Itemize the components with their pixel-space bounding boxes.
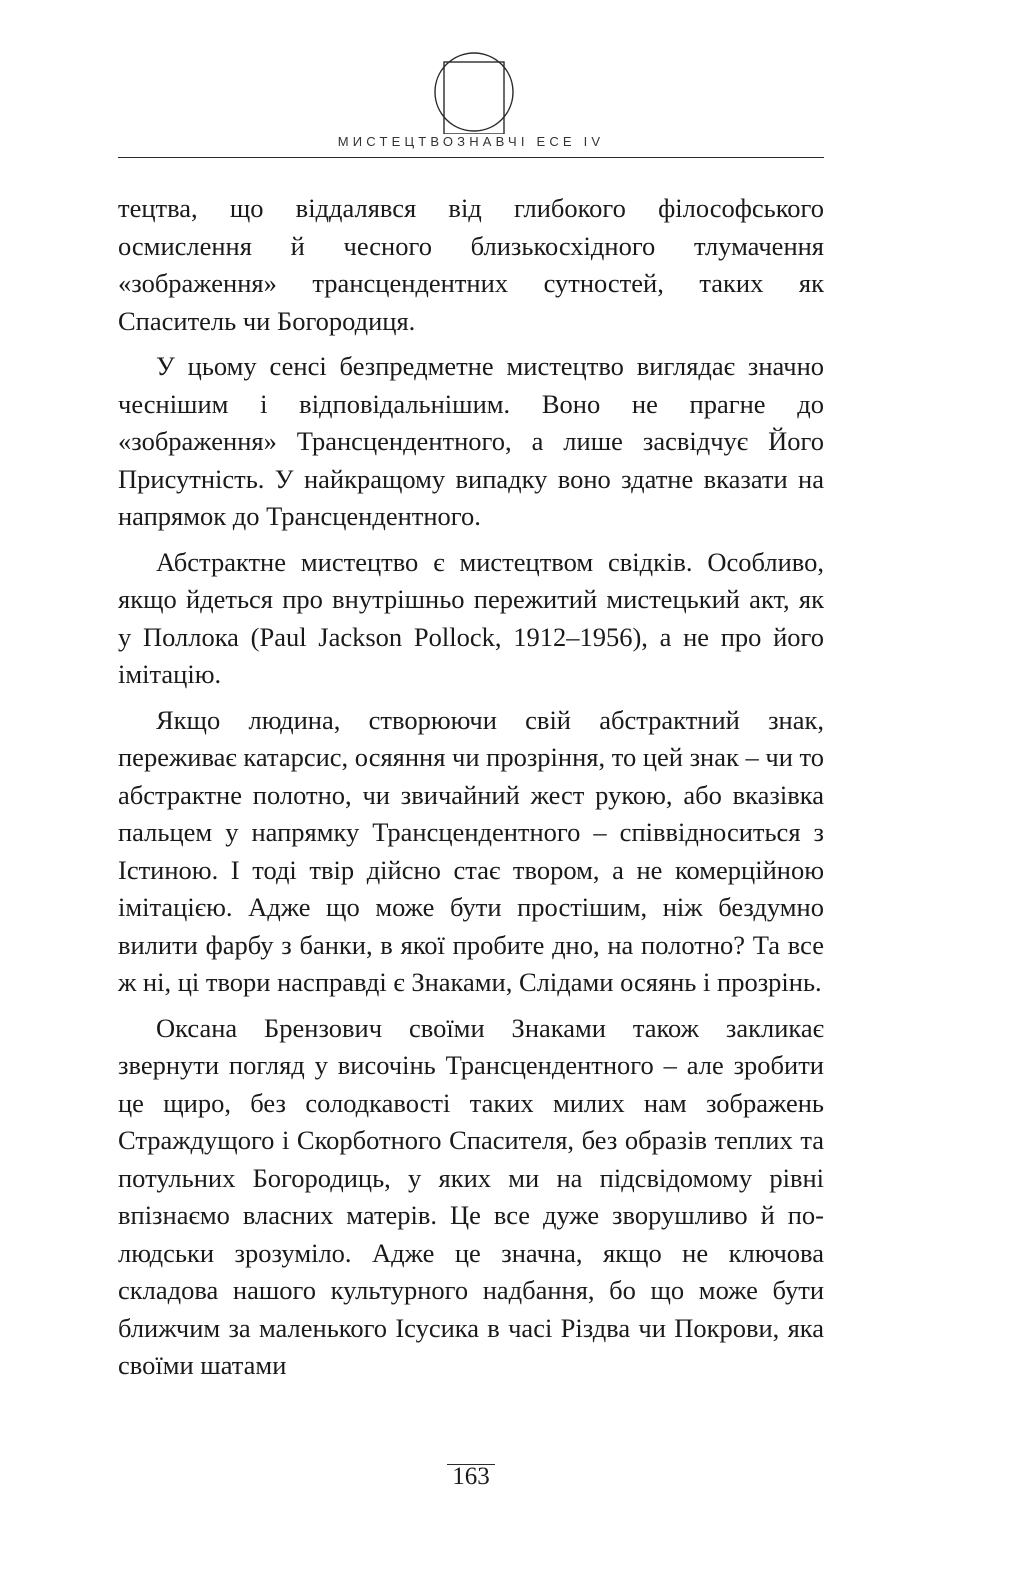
paragraph: Оксана Брензович своїми Знаками також закликає звернути погляд у височінь Трансцендентного – але зробити це щиро, без солодкавості таких милих нам зображень Страждущого і Скорботного Спасителя, без образів теплих та потульних Богородиць, у яких ми на підсвідомому рівні впізнаємо власних матерів. Це все дуже зворушливо й по-людськи зрозуміло. Адже це значна, якщо не ключова складова нашого культурного надбання, бо що може бути ближчим за маленького Ісусика в часі Різдва чи Покрови, яка своїми шатами (118, 1012, 824, 1380)
running-header-title: МИСТЕЦТВОЗНАВЧІ ЕСЕ IV (337, 134, 605, 149)
page-number: 163 (452, 1463, 490, 1490)
paragraph-continuation: тецтва, що віддалявся від глибокого філософського осмислення й чесного близькосхідного тлумачення «зображення» трансцендентних сутностей, таких як Спаситель чи Богородиця. (118, 193, 824, 336)
body-text (118, 190, 824, 1385)
paragraph: Абстрактне мистецтво є мистецтвом свідків. Особливо, якщо йдеться про внутрішньо пережитий мистецький акт, як у Поллока (Paul Jackson Pollock, 1912–1956), а не про його імітацію. (118, 546, 824, 689)
circle-square-emblem-icon (432, 50, 516, 134)
paragraph: У цьому сенсі безпредметне мистецтво виглядає значно чеснішим і відповідальнішим. Воно не прагне до «зображення» Трансцендентного, а лише засвідчує Його Присутність. У найкращому випадку воно здатне вказати на напрямок до Трансцендентного. (118, 351, 824, 531)
paragraph: Якщо людина, створюючи свій абстрактний знак, переживає катарсис, осяяння чи прозріння, то цей знак – чи то абстрактне полотно, чи звичайний жест рукою, або вказівка пальцем у напрямку Трансцендентного – співвідноситься з Істиною. І тоді твір дійсно стає твором, а не комерційною імітацією. Адже що може бути простішим, ніж бездумно вилити фарбу з банки, в якої пробите дно, на полотно? Та все ж ні, ці твори насправді є Знаками, Слідами осяянь і прозрінь. (118, 704, 824, 997)
header-rule (118, 157, 824, 158)
